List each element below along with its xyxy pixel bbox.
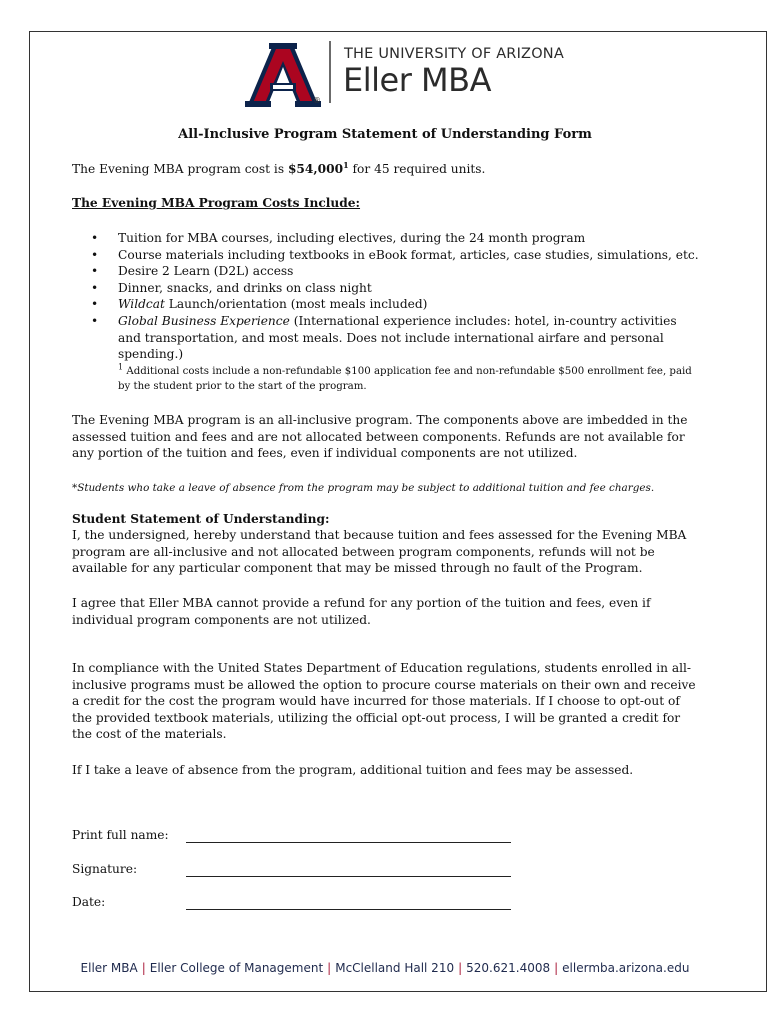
signature-field[interactable] [186, 876, 511, 877]
logo-divider [329, 41, 331, 103]
list-item [90, 280, 700, 297]
list-item [90, 230, 700, 247]
footer-separator: | [141, 961, 146, 975]
list-item-text: Desire 2 Learn (D2L) access [118, 264, 294, 279]
cost-footnote [118, 364, 698, 394]
signature-label: Signature: [72, 862, 138, 876]
footnote-text: Additional costs include a non-refundable $100 application fee and non-refundable $500 enrollment fee, paid by the student prior to the start of the program. [118, 366, 692, 392]
university-name: THE UNIVERSITY OF ARIZONA [344, 46, 564, 62]
list-item-text: Launch/orientation (most meals included) [164, 297, 428, 312]
list-item [90, 296, 700, 313]
cost-prefix: The Evening MBA program cost is [72, 162, 288, 176]
bullet-icon: • [91, 264, 99, 279]
page-footer [0, 961, 770, 975]
bullet-icon: • [91, 231, 99, 245]
all-inclusive-paragraph: The Evening MBA program is an all-inclusive program. The components above are imbedded in the assessed tuition and fees and are not allocated between components. Refunds are not available for any portion of the tuition and fees, even if individual components are not utilized. [72, 413, 688, 461]
cost-footnote-marker: 1 [343, 159, 349, 170]
cost-suffix: for 45 required units. [348, 162, 486, 176]
list-item-emphasis: Wildcat [118, 297, 165, 312]
bullet-icon: • [91, 247, 99, 262]
print-name-label: Print full name: [72, 828, 169, 842]
footer-college: Eller College of Management [149, 961, 324, 975]
list-item-text: Dinner, snacks, and drinks on class night [118, 280, 372, 295]
refund-agreement-paragraph: I agree that Eller MBA cannot provide a refund for any portion of the tuition and fees, even if individual program components are not utilized. [72, 596, 651, 627]
bullet-icon: • [91, 313, 99, 328]
includes-heading: The Evening MBA Program Costs Include: [72, 196, 361, 210]
form-title: All-Inclusive Program Statement of Understanding Form [178, 127, 592, 142]
footer-address: McClelland Hall 210 [335, 961, 455, 975]
footer-phone: 520.621.4008 [466, 961, 551, 975]
list-item-text: Course materials including textbooks in eBook format, articles, case studies, simulations, etc. [118, 247, 699, 262]
footer-separator: | [327, 961, 332, 975]
date-label: Date: [72, 895, 106, 909]
date-field[interactable] [186, 909, 511, 910]
list-item-emphasis: Global Business Experience [118, 313, 290, 328]
list-item-text: Tuition for MBA courses, including electives, during the 24 month program [118, 231, 586, 245]
footer-separator: | [458, 961, 463, 975]
leave-assessment-paragraph: If I take a leave of absence from the program, additional tuition and fees may be assessed. [72, 763, 634, 777]
list-item [90, 247, 700, 264]
bullet-icon: • [91, 280, 99, 295]
compliance-paragraph: In compliance with the United States Department of Education regulations, students enrolled in all-inclusive programs must be allowed the option to procure course materials on their own and receive a credit for the cost the program would have incurred for those materials. If I choose to opt-out of the provided textbook materials, utilizing the official opt-out process, I will be granted a credit for the cost of the materials. [72, 661, 696, 742]
statement-heading: Student Statement of Understanding: [72, 512, 330, 526]
list-item [90, 313, 700, 363]
cost-includes-list [90, 230, 700, 363]
footer-program: Eller MBA [80, 961, 138, 975]
cost-statement [72, 161, 698, 178]
footer-website: ellermba.arizona.edu [562, 961, 690, 975]
leave-of-absence-note: *Students who take a leave of absence from the program may be subject to additional tuition and fee charges. [72, 482, 655, 494]
footer-separator: | [554, 961, 559, 975]
program-name: Eller MBA [343, 61, 491, 99]
university-a-logo [243, 41, 323, 109]
list-item-text: (International experience includes: hotel, in-country activities and transportation, and most meals. Does not include international airfare and personal spending.) [118, 313, 677, 362]
registered-mark: ® [313, 96, 321, 105]
footnote-marker: 1 [118, 362, 124, 372]
statement-text: I, the undersigned, hereby understand that because tuition and fees assessed for the Evening MBA program are all-inclusive and not allocated between program components, refunds will not be available for any particular component that may be missed through no fault of the Program. [72, 528, 687, 576]
cost-amount: $54,000 [287, 162, 344, 176]
bullet-icon: • [91, 297, 99, 312]
print-name-field[interactable] [186, 842, 511, 843]
list-item [90, 263, 700, 280]
